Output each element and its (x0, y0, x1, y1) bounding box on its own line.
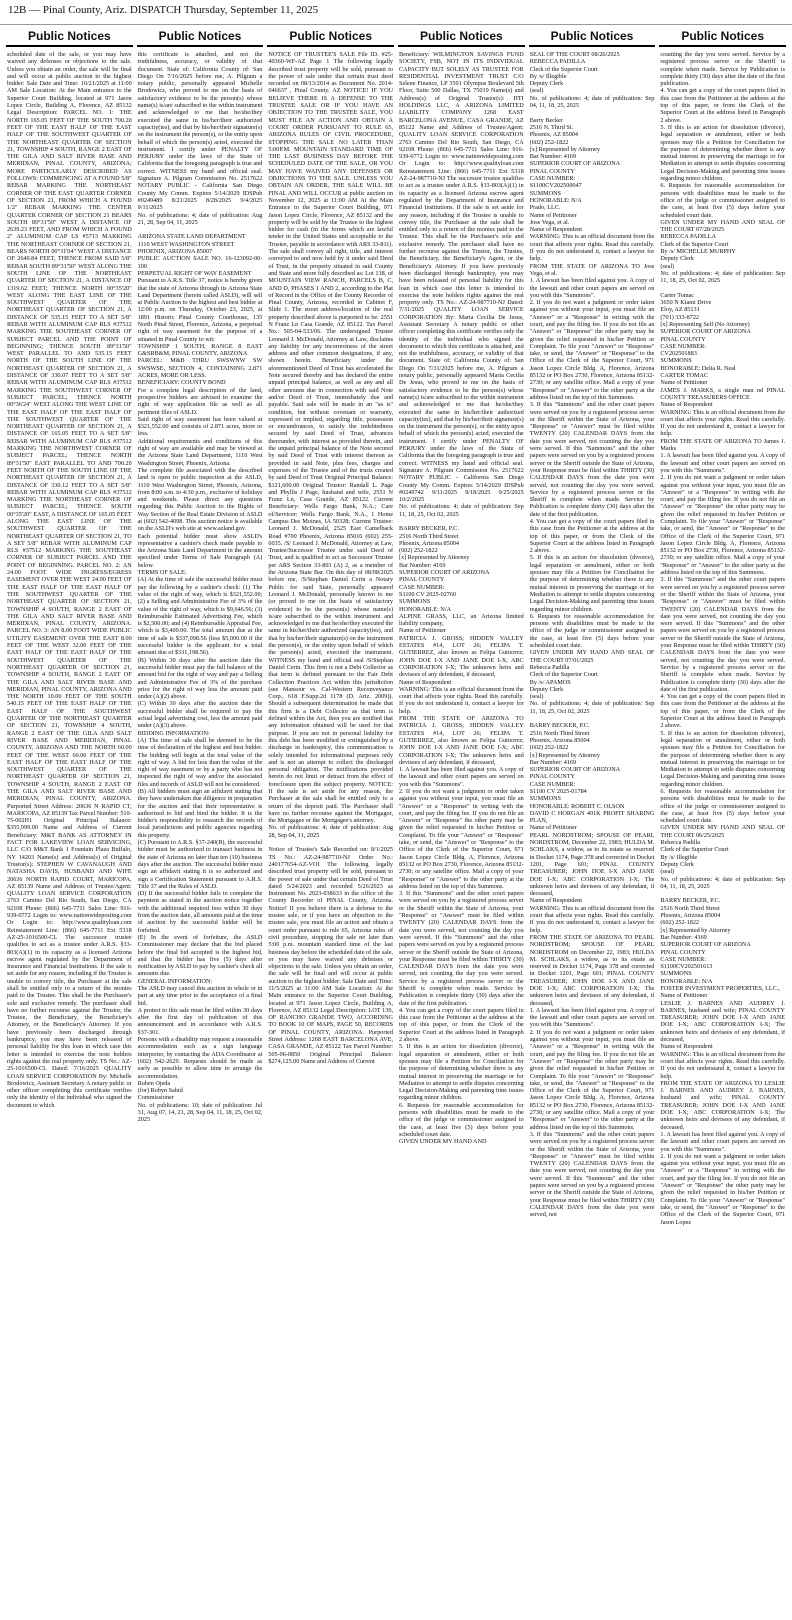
section-title: Public Notices (398, 25, 525, 47)
section-title: Public Notices (659, 25, 786, 47)
notice-column-5: SEAL OF THE COURT 08/26/2025 REBECCA PADILLA Clerk of the Superior Court By /s/ Illegible Deputy Clerk (seal) No. of publications: 4; date of publication: Sep 04, 11, 18, 25, 2025 Barry Becker 2516 N. Third St. Phoenix, AZ 85004 (602) 252-1822 [x] Represented by Attorney Bar Number: 4169 SUPERIOR COURT OF ARIZONA PINAL COUNTY CASE NUMBER: S1100CV202500047 SUMMONS HONORABLE: N/A Prado, LLC. Name of Petitioner Jose Vega, et al. Name of Respondent WARNING: This is an official document from the court that affects your rights. Read this carefully. If you do not understand it, contact a lawyer for help. FROM THE STATE OF ARIZONA TO Jose Vega, et al. 1. A lawsuit has been filed against you. A copy of the lawsuit and other court papers are served on you with this "Summons". 2. If you do not want a judgment or order taken against you without your input, you must file an "Answer" or a "Response" in writing with the court, and pay the filing fee. If you do not file an "Answer" or "Response" the other party may be given the relief requested in his/her Petition or Complaint. To file your "Answer" or "Response" take, or send, the "Answer" or "Response" to the Office of the Clerk of the Superior Court, 971 Jason Lopez Circle Bldg. A, Florence, Arizona 85132 or PO Box 2730, Florence, Arizona 85132-2730; or any satellite office. Mail a copy of your "Response" or "Answer" to the other party at the address listed on the top of this Summons. 3. If this "Summons" and the other court papers were served on you by a registered process server or the Sheriff within the State of Arizona, your "Response" or "Answer" must be filed within TWENTY (20) CALENDAR DAYS from the date you were served, not counting the day you were served. If this "Summons" and the other papers were served on you by a registered process server or the Sheriff outside the State of Arizona, your Response must be filed within THIRTY (30) CALENDAR DAYS from the date you were served, not counting the day you were served. Service by a registered process server or the Sheriff is complete when made. Service by Publication is complete thirty (30) days after the date of the first publication. 4. You can get a copy of the court papers filed in this case from the Petitioner at the address at the top of this paper, or from the Clerk of the Superior Court at the address listed in Paragraph 2 above. 5. If this is an action for dissolution (divorce), legal separation or annulment, either or both spouses may file a Petition for Conciliation for the purpose of determining whether there is any mutual interest in preserving the marriage or for Mediation to attempt to settle disputes concerning Legal Decision-Making and parenting time issues regarding minor children. 6. Requests for reasonable accommodation for persons with disabilities must be made to the office of the judge or commissioner assigned to the case, at least five (5) days before your scheduled court date. GIVEN UNDER MY HAND AND SEAL OF THE COURT 07/01/2025 Rebecca Padilla Clerk of the Superior Court By /s/ APAMOS Deputy Clerk (seal) No. of publications: 4; date of publication: Sep 11, 18, 25, Oct 02, 2025 BARRY BECKER, P.C. 2516 North Third Street Phoenix, Arizona 85004 (602) 252-1822 [x] Represented by Attorney Bar Number: 4169 SUPERIOR COURT OF ARIZONA PINAL COUNTY CASE NUMBER: S1100 CV 2025-01784 SUMMONS HONORABLE: ROBERT C. OLSON DAVID C HORGAN 401K PROFIT SHARING PLAN, Name of Petitioner PEARL NORDSTROM; SPOUSE OF PEARL NORDSTROM, December 22, 1983; HULDA M. SCHLAKS, a widow, as to its estate as reserved in Docket 1174, Page 378 and corrected in Docket 1201, Page 601; PINAL COUNTY TREASURER; JOHN DOE I-X AND JANE DOE I-X; ABC CORPORATION I-X; The unknown heirs and devisees of any defendant, if deceased, Name of Respondent WARNING: This is an official document from the court that affects your rights. Read this carefully. If you do not understand it, contact a lawyer for help. FROM THE STATE OF ARIZONA TO PEARL NORDSTROM; SPOUSE OF PEARL NORDSTROM on December 22, 1983; HULDA M. SCHLAKS, a widow, as to its estate as reserved in Docket 1174, Page 378 and corrected in Docket 1201, Page 601; PINAL COUNTY TREASURER; JOHN DOE I-X AND JANE DOE I-X; ABC CORPORATION I-X; The unknown heirs and devisees of any defendant, if deceased, 1. A lawsuit has been filed against you. A copy of the lawsuit and other court papers are served on you with this "Summons". 2. If you do not want a judgment or order taken against you without your input, you must file an "Answer" or a "Response" in writing with the court, and pay the filing fee. If you do not file an "Answer" or "Response" the other party may be given the relief requested in his/her Petition or Complaint. To file your "Answer" or "Response" take, or send, the "Answer" or "Response" to the Office of the Clerk of the Superior Court, 971 Jason Lopez Circle Bldg. A, Florence, Arizona 85132 or PO Box 2730, Florence, Arizona 85132-2730; or any satellite office. Mail a copy of your "Response" or "Answer" to the other party at the address listed on the top of this Summons. 3. If this "Summons" and the other court papers were served on you by a registered process server or the Sheriff within the State of Arizona, your "Response" or "Answer" must be filed within TWENTY (20) CALENDAR DAYS from the date you were served, not counting the day you were served. If this "Summons" and the other papers were served on you by a registered process server or the Sheriff outside the State of Arizona, your Response must be filed within THIRTY (30) CALENDAR DAYS from the date you were served, not (529, 51, 655, 1219)
page-header: 12B — Pinal County, Ariz. DISPATCH Thursday, September 11, 2025 (0, 0, 792, 25)
notice-column-6: counting the day you were served. Service by a registered process server or the Sheriff is complete when made. Service by Publication is complete thirty (30) days after the date of the first publication. 4. You can get a copy of the court papers filed in this case from the Petitioner at the address at the top of this paper, or from the Clerk of the Superior Court at the address listed in Paragraph 2 above. 5. If this is an action for dissolution (divorce), legal separation or annulment, either or both spouses may file a Petition for Conciliation for the purpose of determining whether there is any mutual interest in preserving the marriage or for Mediation to attempt to settle disputes concerning Legal Decision-Making and parenting time issues regarding minor children. 6. Requests for reasonable accommodation for persons with disabilities must be made to the office of the judge or commissioner assigned to the case, at least five (5) days before your scheduled court date. GIVEN UNDER MY HAND AND SEAL OF THE COURT 07/28/2025 REBECCA PADILLA Clerk of the Superior Court By /s/ MICHELLE MURPHY Deputy Clerk (seal) No. of publications: 4; date of publication: Sep 11, 18, 25, Oct 02, 2025 Carter Tomac 3650 N Kiami Drive Eloy, AZ 85131 (701) 333-8722 [x] Representing Self (No Attorney) SUPERIOR COURT OF ARIZONA PINAL COUNTY CASE NUMBER: CV202501883 SUMMONS HONORABLE: Delia R. Neal CARTER TOMAC Name of Petitioner JAMES J. MARKS, a single man nd PINAL COUNTY TREASURERS OFFICE Name of Respondent WARNING: This is an official document from the court that affects your rights. Read this carefully. If you do not understand it, contact a lawyer for help. FROM THE STATE OF ARIZONA TO James J. Marks 1. A lawsuit has been filed against you. A copy of the lawsuit and other court papers are served on you with this "Summons". 2. If you do not want a judgment or order taken against you without your input, you must file an "Answer" or a "Response" in writing with the court, and pay the filing fee. If you do not file an "Answer" or "Response" the other party may be given the relief requested in his/her Petition or Complaint. To file your "Answer" or "Response" take, or send, the "Answer" or "Response" to the Office of the Clerk of the Superior Court, 971 Jason Lopez Circle Bldg. A, Florence, Arizona 85132 or PO Box 2730, Florence, Arizona 85132-2730; or any satellite office. Mail a copy of your "Response" or "Answer" to the other party at the address listed on the top of this Summons. 3. If this "Summons" and the other court papers were served on you by a registered process server or the Sheriff within the State of Arizona, your "Response" or "Answer" must be filed within TWENTY (20) CALENDAR DAYS from the date you were served, not counting the day you were served. If this "Summons" and the other papers were served on you by a registered process server or the Sheriff outside the State of Arizona, your Response must be filed within THIRTY (30) CALENDAR DAYS from the date you were served, not counting the day you were served. Service by a registered process server or the Sheriff is complete when made. Service by Publication is complete thirty (30) days after the date of the first publication. 4. You can get a copy of the court papers filed in this case from the Petitioner at the address at the top of this paper, or from the Clerk of the Superior Court at the address listed in Paragraph 2 above. 5. If this is an action for dissolution (divorce), legal separation or annulment, either or both spouses may file a Petition for Conciliation for the purpose of determining whether there is any mutual interest in preserving the marriage or for Mediation to attempt to settle disputes concerning Legal Decision-Making and parenting time issues regarding minor children. 6. Requests for reasonable accommodation for persons with disabilities must be made to the office of the judge or commissioner assigned to the case, at least five (5) days before your scheduled court date. GIVEN UNDER MY HAND AND SEAL OF THE COURT 06/25/2025 Rebecca Padilla Clerk of the Superior Court By /s/ Illegible Deputy Clerk (seal) No. of publications: 4; date of publication: Sep 04, 11, 18, 25, 2025 BARRY BECKER, P.C. 2516 North Third Street Phoenix, Arizona 85004 (602) 252-1822 [x] Represented by Attorney Bar Number: 4169 SUPERIOR COURT OF ARIZONA PINAL COUNTY CASE NUMBER: S1100CV202501613 SUMMONS HONORABLE: N/A FOSTER INVESTMENT PROPERTIES, LLC., Name of Petitioner LESLIE J. BARNES AND AUDREY J. BARNES, husband and wife; PINAL COUNTY TREASURER; JOHN DOE I-X AND JANE DOE I-X; ABC CORPORATION I-X; The unknown heirs and devisees of any defendant, if deceased, Name of Respondent WARNING: This is an official document from the court that affects your rights. Read this carefully. If you do not understand it, contact a lawyer for help. FROM THE STATE OF ARIZONA TO LESLIE J. BARNES AND AUDREY J. BARNES, husband and wife; PINAL COUNTY TREASURER; JOHN DOE I-X AND JANE DOE I-X; ABC CORPORATION I-X; The unknown heirs and devisees of any defendant, if deceased, 1. A lawsuit has been filed against you. A copy of the lawsuit and other court papers are served on you with this "Summons". 2. If you do not want a judgment or order taken against you without your input, you must file an "Answer" or a "Response" in writing with the court, and pay the filing fee. If you do not file an "Answer" or "Response" the other party may be given the relief requested in his/her Petition or Complaint. To file your "Answer" or "Response" take, or send, the "Answer" or "Response" to the Office of the Clerk of the Superior Court, 971 Jason Lopez (660, 51, 786, 1226)
section-title: Public Notices (529, 25, 656, 47)
section-headers (0, 25, 792, 47)
notice-column-1: scheduled date of the sale, or you may have waived any defenses or objections to the sale. Unless you obtain an order, the sale will be final and will occur at public auction to the highest bidder: Sale Date and Time: 10/21/2025 at 11:00 AM Sale Location: At the Main entrance to the Superior Court Building, located at 971 Jason Lopez Circle, Building A, Florence, AZ 85132 Legal Description: PARCEL NO. 1: THE NORTH 165.05 FEET OF THE SOUTH 700.20 FEET OF THE EAST HALF OF THE EAST HALF OF THE SOUTHWEST QUARTER OF THE NORTHEAST QUARTER OF SECTION 21, TOWNSHIP 4 SOUTH, RANGE 2 EAST OF THE GILA AND SALT RIVER BASE AND MERIDIAN, PINAL COUNTY, ARIZONA; MORE PARTICULARLY DESCRIBED AS FOLLOWS: COMMENCING AT A FOUND 5/8" REBAR MARKING THE NORTHEAST CORNER OF THE EAST QUARTER CORNER OF SECTION 21, FROM WHICH A FOUND 1/2" REBAR MARKING THE CENTER QUARTER CORNER OF SECTION 21 BEARS SOUTH 89°31'50" WEST A DISTANCE OF 2639.23 FEET, AND FROM WHICH A FOUND 2" ALUMINUM CAP LS #5713 MARKING THE NORTHEAST CORNER OF SECTION 21, BEARS NORTH 00°31'04" WEST A DISTANCE OF 2649.84 FEET, THENCE FROM SAID 5/8" REBAR SOUTH 89°31'50" WEST ALONG THE SOUTH LINE OF THE NORTHEAST QUARTER OF SECTION 21, A DISTANCE OF 1319.62 FEET; THENCE NORTH 00°35'20" WEST ALONG THE EAST LINE OF THE SOUTHWEST QUARTER OF THE NORTHEAST QUARTER OF SECTION 21, A DISTANCE OF 535.15 FEET TO A SET 5/8" REBAR WITH ALUMINUM CAP RLS #37512 MARKING THE SOUTHEAST CORNER OF SUBJECT PARCEL AND THE POINT OF BEGINNING; THENCE SOUTH 89°31'50" WEST PARALLEL TO AND 535.15 FEET NORTH OF THE SOUTH LINE OF THE NORTHEAST QUARTER OF SECTION 21, A DISTANCE OF 330.07 FEET TO A SET 5/8" REBAR WITH ALUMINUM CAP RLS #37512 MARKING THE SOUTHWEST CORNER OF SUBJECT PARCEL; THENCE NORTH 00°36'24" WEST ALONG THE WEST LINE OF THE EAST HALF OF THE EAST HALF OF THE SOUTHWEST QUARTER OF THE NORTHEAST QUARTER OF SECTION 21, A DISTANCE OF 165.05 FEET TO A SET 5/8" REBAR WITH ALUMINUM CAP RLS #37512 MARKING THE NORTHWEST CORNER OF SUBJECT PARCEL; THENCE NORTH 89°31'50" EAST PARALLEL TO AND 700.20 FEET NORTH OF THE SOUTH LINE OF THE NORTHEAST QUARTER OF SECTION 21, A DISTANCE OF 330.12 FEET TO A SET 5/8" REBAR WITH ALUMINUM CAP RLS #37512 MARKING THE NORTHEAST CORNER OF SUBJECT PARCEL; THENCE SOUTH 00°35'20" EAST, A DISTANCE OF 165.05 FEET ALONG THE EAST LINE OF THE SOUTHWEST QUARTER OF THE NORTHEAST QUARTER OF SECTION 21, TO A SET 5/8" REBAR WITH ALUMINUM CAP RLS #37512 MARKING THE SOUTHEAST CORNER OF SUBJECT PARCEL AND THE POINT OF BEGINNING. PARCEL NO. 2: AN 24.00 FOOT WIDE INGRESS/EGRESS EASEMENT OVER THE WEST 24.00 FEET OF THE EAST HALF OF THE EAST HALF OF THE SOUTHWEST QUARTER OF THE NORTHEAST QUARTER OF SECTION 21, TOWNSHIP 4 SOUTH, RANGE 2 EAST OF THE GILA AND SALT RIVER BASE AND MERIDIAN, PINAL COUNTY, ARIZONA. PARCEL NO. 3: AN 8.00 FOOT WIDE PUBLIC UTILITY EASEMENT OVER THE EAST 8.00 FEET OF THE WEST 32.00 FEET OF THE EAST HALF OF THE EAST HALF OF THE SOUTHWEST QUARTER OF THE NORTHEAST QUARTER OF SECTION 21, TOWNSHIP 4 SOUTH, RANGE 2 EAST OF THE GILA AND SALT RIVER BASE AND MERIDIAN, PINAL COUNTY, ARIZONA AND THE NORTH 10.00 FEET OF THE SOUTH 540.15 FEET OF THE EAST HALF OF THE EAST HALF OF THE SOUTHWEST QUARTER OF THE NORTHEAST QUARTER OF SECTION 21, TOWNSHIP 4 SOUTH, RANGE 2 EAST OF THE GILA AND SALT RIVER BASE AND MERIDIAN, PINAL COUNTY, ARIZONA AND THE NORTH 60.00 FEET OF THE WEST 60.00 FEET OF THE EAST HALF OF THE EAST HALF OF THE SOUTHWEST QUARTER OF THE NORTHEAST QUARTER OF SECTION 21, TOWNSHIP 4 SOUTH, RANGE 2 EAST OF THE GILA AND SALT RIVER BASE AND MERIDIAN, PINAL COUNTY, ARIZONA. Purported Street Address: 20636 N RAPID CT, MARICOPA, AZ 85139 Tax Parcel Number: 510-75-002H1 Original Principal Balance: $355,999.00 Name and Address of Current Beneficiary: M&T BANK AS ATTORNEY IN FACT FOR LAKEVIEW LOAN SERVICING, LLC C/O M&T Bank 1 Fountain Plaza Buffalo, NY 14203 Name(s) and Address(s) of Original Trustor(s): STEPHEN W CAVANAUGH AND NATASHA DAVIS, HUSBAND AND WIFE 20636 NORTH RAPID COURT, MARICOPA, AZ 85139 Name and Address of Trustee/Agent: QUALITY LOAN SERVICE CORPORATION 2763 Camino Del Rio South, San Diego, CA 92108 Phone: (866) 645-7711 Sales Line: 916-939-0772 Login to: www.nationwideposting.com Or Login to: http://www.qualityloan.com Reinstatement Line: (866) 645-7711 Ext 5318 AZ-25-1016500-CL The successor trustee qualifies to act as a trustee under A.R.S. §33-803(A)(1) in its capacity as a licensed Arizona escrow agent regulated by the Department of Insurance and Financial Institutions. If the sale is set aside for any reason, including if the Trustee is unable to convey title, the Purchaser at the sale shall be entitled only to a return of the monies paid to the Trustee. This shall be the Purchaser's sole and exclusive remedy. The purchaser shall have no further recourse against the Trustor, the Trustee, the Beneficiary, the Beneficiary's Attorney, or the Beneficiary's Attorney. If you have previously been discharged through bankruptcy, you may have been released of personal liability for this loan in which case this letter is intended to exercise the note holders rights against the real property only. TS No.: AZ-25-1016500-CL Dated: 7/16/2025 QUALITY LOAN SERVICE CORPORATION By: Michelle Brodowicz, Assistant Secretary A notary public or other officer completing this certificate verifies only the identity of the individual who signed the document to which (7, 51, 134, 1109)
section-title: Public Notices (6, 25, 133, 47)
notice-column-3: NOTICE OF TRUSTEE'S SALE File ID. #25-40360-WF-AZ Page 1 The following legally described trust property will be sold, pursuant to the power of sale under that certain trust deed recorded on 08/13/2014 as Document No. 2014-046637 , Pinal County. AZ NOTICE! IF YOU BELIEVE THERE IS A DEFENSE TO THE TRUSTEE SALE OR IF YOU HAVE AN OBJECTION TO THE TRUSTEE SALE, YOU MUST FILE AN ACTION AND OBTAIN A COURT ORDER PURSUANT TO RULE 65, ARIZONA RULES OF CIVIL PROCEDURE, STOPPING THE SALE NO LATER THAN 5:00P.M. MOUNTAIN STANDARD TIME OF THE LAST BUSINESS DAY BEFORE THE SCHEDULED DATE OF THE SALE, OR YOU MAY HAVE WAIVED ANY DEFENSES OR OBJECTIONS TO THE SALE. UNLESS YOU OBTAIN AN ORDER, THE SALE WILL BE FINAL AND WILL OCCUR at public auction on November 12, 2025 at 11:00 AM At the Main Entrance to the Superior Court Building, 971 Jason Lopez Circle, Florence, AZ 85132 and the property will be sold by the Trustee to the highest bidder for cash (in the forms which are lawful tender in the United States and acceptable to the Trustee, payable in accordance with ARS 33-811). The sale shall convey all right, title, and interest conveyed to and now held by it under said Deed of Trust, in the property situated in said County and State and more fully described as: Lot 138, of MOUNTAIN VIEW RANCH, PARCELS B, C, AND D, PHASES 1 AND 2, according to the Plat of Record in the Office of the County Recorder of Pinal County, Arizona, recorded in Cabinet F, Slide 1. The street address/location of the real property described above is purported to be: 2551 N Franz Ln Casa Grande, AZ 85122. Tax Parcel No.: 505-04-533/06. The undersigned Trustee Leonard J. McDonald, Attorney at Law, disclaims any liability for any incorrectness of the street address and other common designations, if any, shown herein. Beneficiary under the aforementioned Deed of Trust has accelerated the Note secured thereby and has declared the entire unpaid principal balance, as well as any and all other amounts due in connection with said Note and/or Deed of Trust, immediately due and payable. Said sale will be made in an "as is" condition, but without covenant or warranty, expressed or implied, regarding title, possession or encumbrances, to satisfy the indebtedness secured by said Deed of Trust, advances thereunder, with interest as provided therein, and the unpaid principal balance of the Note secured by said Deed of Trust with interest thereon as provided in said Note, plus fees, charges and expenses of the Trustee and of the trusts created by said Deed of Trust Original Principal Balance: $121,600.00 Original Trustor: Randall L. Page and Phyllis J Page, husband and wife, 2551 N Franz Ln, Casa Grande, AZ 85122. Current Beneficiary: Wells Fargo Bank, N.A.; Care of/Servicer: Wells Fargo Bank, N.A., 1 Home Campus Des Moines, IA 50328; Current Trustee: Leonard J. McDonald, 2525 East Camelback Road #700 Phoenix, Arizona 85016 (602) 255-6035. /S/ Leonard J. McDonald, Attorney at Law, Trustee/Successor Trustee under said Deed of Trust, and is qualified to act as Successor Trustee per ARS Section 33-803 (A) 2, as a member of the Arizona State Bar. On this day of 08/08/2025 before me, /S/Stephan Daniel Cerin a Notary Public for said State, personally appeared Leonard J. McDonald, personally known to me (or proved to me on the basis of satisfactory evidence) to be the person(s) whose name(s) is/are subscribed to the within instrument and acknowledged to me that he/she/they executed the same in his/her/their authorized capacity(ies), and that by his/her/their signature(s) on the instrument the person(s), or the entity upon behalf of which the person(s) acted, executed the instrument. WITNESS my hand and official seal /S/Stephan Daniel Cerin. This firm is not a Debt Collector as that term is defined pursuant to the Fair Debt Collection Practices Act within this jurisdiction (see Mansour vs. Cal-Western Reconveyance Corp., 618 F.Supp.2d 1178 (D. Ariz. 2009)). Should a subsequent determination be made that this firm is a Debt Collector as that term is defined within the Act, then you are notified that any information obtained will be used for that purpose. If you are not in personal liability for this debt has been modified or extinguished by a discharge in bankruptcy, this communication is solely intended for informational purposes only and is not an attempt to collect the discharged personal obligation. The notifications provided herein do not limit or detract from the effect of foreclosure upon the subject property. NOTICE: If the sale is set aside for any reason, the Purchaser at the sale shall be entitled only to a return of the deposit paid. The Purchaser shall have no further recourse against the Mortgagor, the Mortgagee or the Mortgagee's attorney. No. of publications: 4; date of publication: Aug 28, Sep 04, 11, 2025 Notice of Trustee's Sale Recorded on: 8/1/2025 TS No.: AZ-24-987710-NJ Order No.: 240177654-AZ-VOI The following legally described trust property will be sold, pursuant to the power of sale under that certain Deed of Trust dated 5/24/2023 and recorded 5/26/2023 as Instrument No. 2023-038633 in the office of the County Recorder of PINAL County, Arizona. Notice! If you believe there is a defense to the trustee sale, or if you have an objection to the trustee sale, you must file an action and obtain a court order pursuant to rule 65, Arizona rules of civil procedure, stopping the sale no later than 5:00 p.m. mountain standard time of the last business day before the scheduled date of the sale, or you may have waived any defenses or objections to the sale. Unless you obtain an order, the sale will be final and will occur at public auction to the highest bidder: Sale Date and Time: 11/5/2025 at 11:00 AM Sale Location: At the Main entrance to the Superior Court Building, located at 971 Jason Lopez Circle, Building A, Florence, AZ 85132 Legal Description: LOT 139, OF RANCHO GRANDE TWO, ACCORDING TO BOOK 10 OF MAPS, PAGE 50, RECORDS OF PINAL COUNTY, ARIZONA. Purported Street Address: 1268 EAST BARCELONA AVE, CASA GRANDE, AZ 85122 Tax Parcel Number: 505-06-0850 Original Principal Balance: $274,125.00 Name and Address of Current (268, 51, 394, 1065)
section-title: Public Notices (137, 25, 264, 47)
notice-columns (0, 47, 792, 1611)
section-title: Public Notices (267, 25, 394, 47)
notice-column-4: Beneficiary: WILMINGTON SAVINGS FUND SOCIETY, FSB, NOT IN ITS INDIVIDUAL CAPACITY BUT SOLELY AS TRUSTEE FOR RESIDENTIAL INVESTMENT TRUST C/O Selene Finance, LP 3501 Olympus Boulevard 5th Floor, Suite 500 Dallas, TX 75019 Name(s) and Address(s) of Original Trustor(s): HTI HOLDINGS LLC, A ARIZONA LIMITED LIABILITY COMPANY 1268 EAST BARCELONA AVENUE, CASA GRANDE, AZ 85122 Name and Address of Trustee/Agent: QUALITY LOAN SERVICE CORPORATION 2763 Camino Del Rio South, San Diego, CA 92108 Phone: (866) 645-7711 Sales Line: 916-939-0772 Login to: www.nationwideposting.com Or Login to: http://www.qualityloan.com Reinstatement Line: (866) 645-7711 Ext 5318 AZ-24-987710-NJ The successor trustee qualifies to act as a trustee under A.R.S. §33-803(A)(1) in its capacity as a licensed Arizona escrow agent regulated by the Department of Insurance and Financial Institutions. If the sale is set aside for any reason, including if the Trustee is unable to convey title, the Purchaser at the sale shall be entitled only to a return of the monies paid to the Trustee. This shall be the Purchaser's sole and exclusive remedy. The purchaser shall have no further recourse against the Trustor, the Trustee, the Beneficiary, the Beneficiary's Agent, or the Beneficiary's Attorney. If you have previously been discharged through bankruptcy, you may have been released of personal liability for this loan in which case this letter is intended to exercise the note holders rights against the real property only. TS No.: AZ-24-987710-NJ Dated: 7/31/2025 QUALITY LOAN SERVICE CORPORATION By: Maria Cecilia De Jesus, Assistant Secretary A notary public or other officer completing this certificate verifies only the identity of the individual who signed the document to which this certificate is attached, and not the truthfulness, accuracy, or validity of that document. State of: California County of: San Diego On 7/31/2025 before me, A. Pilgram a notary public, personally appeared Maria Cecilia De Jesus, who proved to me on the basis of satisfactory evidence to be the person(s) whose name(s) is/are subscribed to the within instrument and acknowledged to me that he/she/they executed the same in his/her/their authorized capacity(ies), and that by his/her/their signature(s) on the instrument the person(s), or the entity upon behalf of which the person(s) acted, executed the instrument. I certify under PENALTY OF PERJURY under the laws of the State of California that the foregoing paragraph is true and correct. WITNESS my hand and official seal. Signature A. Pilgram Commission No. 2517622 NOTARY PUBLIC - California San Diego County My Comm. Expires 5/14/2029 IDSPub #0249742 9/11/2025 9/18/2025 9/25/2025 10/2/2025 No. of publications: 4; date of publication: Sep 11, 18, 25, Oct 02, 2025 BARRY BECKER, P.C. 2516 North Third Street Phoenix, Arizona 85004 (602) 252-1822 [x] Represented by Attorney Bar Number: 4169 SUPERIOR COURT OF ARIZONA PINAL COUNTY CASE NUMBER: S1100 CV 2025-02760 SUMMONS HONORABLE: N/A ALPINE GRASS, LLC, an Arizona limited liability company, Name of Petitioner PATRICIA J. GROSS; HIDDEN VALLEY ESTATES #14, LOT 26; FELIPA T. GUTIERREZ, also known as Felipa Gutierrez; JOHN DOE I-X AND JANE DOE I-X; ABC CORPORATION I-X; The unknown heirs and devisees of any defendant, if deceased, Name of Respondent WARNING: This is an official document from the court that affects your rights. Read this carefully. If you do not understand it, contact a lawyer for help. FROM THE STATE OF ARIZONA TO PATRICIA J. GROSS; HIDDEN VALLEY ESTATES #14, LOT 26; FELIPA T. GUTIERREZ, also known as Felipa Gutierrez; JOHN DOE I-X AND JANE DOE I-X; ABC CORPORATION I-X; The unknown heirs and devisees of any defendant, if deceased, 1. A lawsuit has been filed against you. A copy of the lawsuit and other court papers are served on you with this "Summons". 2. If you do not want a judgment or order taken against you without your input, you must file an "Answer" or a "Response" in writing with the court, and pay the filing fee. If you do not file an "Answer" or "Response" the other party may be given the relief requested in his/her Petition or Complaint. To file your "Answer" or "Response" take, or send, the "Answer" or "Response" to the Office of the Clerk of the Superior Court, 971 Jason Lopez Circle Bldg. A, Florence, Arizona 85132 or PO Box 2730, Florence, Arizona 85132-2730; or any satellite office. Mail a copy of your "Response" or "Answer" to the other party at the address listed on the top of this Summons. 3. If this "Summons" and the other court papers were served on you by a registered process server or the Sheriff within the State of Arizona, your "Response" or "Answer" must be filed within TWENTY (20) CALENDAR DAYS from the date you were served, not counting the day you were served. If this "Summons" and the other papers were served on you by a registered process server or the Sheriff outside the State of Arizona, your Response must be filed within THIRTY (30) CALENDAR DAYS from the date you were served, not counting the day you were served. Service by a registered process server or the Sheriff is complete when made. Service by Publication is complete thirty (30) days after the date of the first publication. 4. You can get a copy of the court papers filed in this case from the Petitioner at the address at the top of this paper, or from the Clerk of the Superior Court at the address listed in Paragraph 2 above. 5. If this is an action for dissolution (divorce), legal separation or annulment, either or both spouses may file a Petition for Conciliation for the purpose of determining whether there is any mutual interest in preserving the marriage or for Mediation to attempt to settle disputes concerning Legal Decision-Making and parenting time issues regarding minor children. 6. Requests for reasonable accommodation for persons with disabilities must be made to the office of the judge or commissioner assigned to the case, at least five (5) days before your scheduled court date. GIVEN UNDER MY HAND AND (399, 51, 524, 1146)
notice-column-2: this certificate is attached, and not the truthfulness, accuracy, or validity of that document. State of: California County of: San Diego On 7/16/2025 before me, A. Pilgram a notary public, personally appeared Michelle Brodowicz, who proved to me on the basis of satisfactory evidence to be the person(s) whose name(s) is/are subscribed to the within instrument and acknowledged to me that he/she/they executed the same in his/her/their authorized capacity(ies), and that by his/her/their signature(s) on the instrument the person(s), or the entity upon behalf of which the person(s) acted, executed the instrument. I certify under PENALTY OF PERJURY under the laws of the State of California that the foregoing paragraph is true and correct. WITNESS my hand and official seal. Signature A. Pilgram Commission No. 2517622 NOTARY PUBLIC - California San Diego County My Comm. Expires 5/14/2029 IDSPub #0249489 8/21/2025 8/28/2025 9/4/2025 9/11/2025 No. of publications: 4; date of publication: Aug 21, 28, Sep 04, 11, 2025 ARIZONA STATE LAND DEPARTMENT 1110 WEST WASHINGTON STREET PHOENIX, ARIZONA 85007 PUBLIC AUCTION SALE NO. 16-123092-00-100 PERPETUAL RIGHT OF WAY EASEMENT Pursuant to A.R.S. Title 37, notice is hereby given that the state of Arizona through its Arizona State Land Department (herein called ASLD), will sell at Public Auction to the highest and best bidder at 12:00 p.m. on Thursday, October 23, 2025, at 1891 Historic Pinal County Courthouse, 135 North Pinal Street, Florence, Arizona, a perpetual right of way easement for the purpose of a situated in Pinal County to wit: TOWNSHIP 1 SOUTH, RANGE 8 EAST G&SRB&M, PINAL COUNTY, ARIZONA PARCEL: M&B THRU SWSWNW SW SWSWSE, SECTION 4, CONTAINING 2.871 ACRES, MORE OR LESS. BENEFICIARY: COUNTY BOND For a complete legal description of the land, prospective bidders are advised to examine the right of way application file as well as all pertinent files of ASLD. Said right of way easement has been valued at $321,552.00 and consists of 2.871 acres, more or less. Additional requirements and conditions of this right of way are available and may be viewed at the Arizona State Land Department, 1110 West Washington Street, Phoenix, Arizona. The complete file associated with the described land is open to public inspection at the ASLD, 1110 West Washington Street, Phoenix, Arizona, from 8:00 a.m. to 4:30 p.m., exclusive of holidays and weekends. Please direct any questions regarding this Public Auction to the Rights of Way Section of the Real Estate Division of ASLD at (602) 542-4098. This auction notice is available on the ASLD's web site at www.azland.gov. Each potential bidder must show ASLD's representative a cashier's check made payable to the Arizona State Land Department in the amount specified under Terms of Sale Paragraph (A) below. TERMS OF SALE: (A) At the time of sale the successful bidder must pay the following by a cashier's check: (1) The value of the right of way, which is $321,552.00; (2) a Selling and Administrative Fee of 3% of the value of the right of way, which is $9,646.56; (3) Reimbursable Estimated Advertising Fee, which is $2,500.00; and (4) Reimbursable Appraisal Fee, which is $3,400.00. The total amount due at the time of sale is $337,098.56 (less $5,000.00 if the successful bidder is the applicant for a total amount due of $331,198.56). (B) Within 30 days after the auction date the successful bidder must pay the full balance of the amount bid for the right of way and pay a Selling and Administrative Fee of 3% of the purchase price for the right of way less the amount paid under (A)(2) above. (C) Within 30 days after the auction date the successful bidder shall be required to pay the actual legal advertising cost, less the amount paid under (A)(3) above. BIDDING INFORMATION: (A) The time of sale shall be deemed to be the time of declaration of the highest and best bidder. The bidding will begin at the total value of the right of way. A bid for less than the value of the right of way easement or by a party who has not inspected the right of way and/or the associated files and records of ASLD will not be considered. (B) All bidders must sign an affidavit stating that they have undertaken due diligence in preparation for the auction and that their representative is authorized to bid and bind the bidder. It is the bidder's responsibility to research the records of local jurisdictions and public agencies regarding this property. (C) Pursuant to A.R.S. §37-240(B), the successful bidder must be authorized to transact business in the state of Arizona no later than ten (10) business days after the auction. The successful bidder must sign an affidavit stating it is so authorized and sign a Certification Statement pursuant to A.R.S. Title 37 and the Rules of ASLD. (D) If the successful bidder fails to complete the payment as stated in the auction notice together with the additional required fees within 30 days from the auction date, all amounts paid at the time of auction by the successful bidder will be forfeited. (E) In the event of forfeiture, the ASLD Commissioner may declare that the bid placed before the final bid accepted is the highest bid, and that the bidder has five (5) days after notification by ASLD to pay by cashier's check all amounts due. GENERAL INFORMATION: The ASLD may cancel this auction in whole or in part at any time prior to the acceptance of a final bid. A protest to this sale must be filed within 30 days after the first day of publication of this announcement and in accordance with A.R.S. §37-301. Persons with a disability may request a reasonable accommodation such as a sign language interpreter, by contacting the ADA Coordinator at (602) 542-2629. Requests should be made as early as possible to allow time to arrange the accommodation. Ruben Ojeda (for) Robyn Sahid Commissioner No. of publications: 10; date of publication: Jul 31, Aug 07, 14, 21, 28, Sep 04, 11, 18, 25, Oct 02, 2025 (137, 51, 263, 1124)
